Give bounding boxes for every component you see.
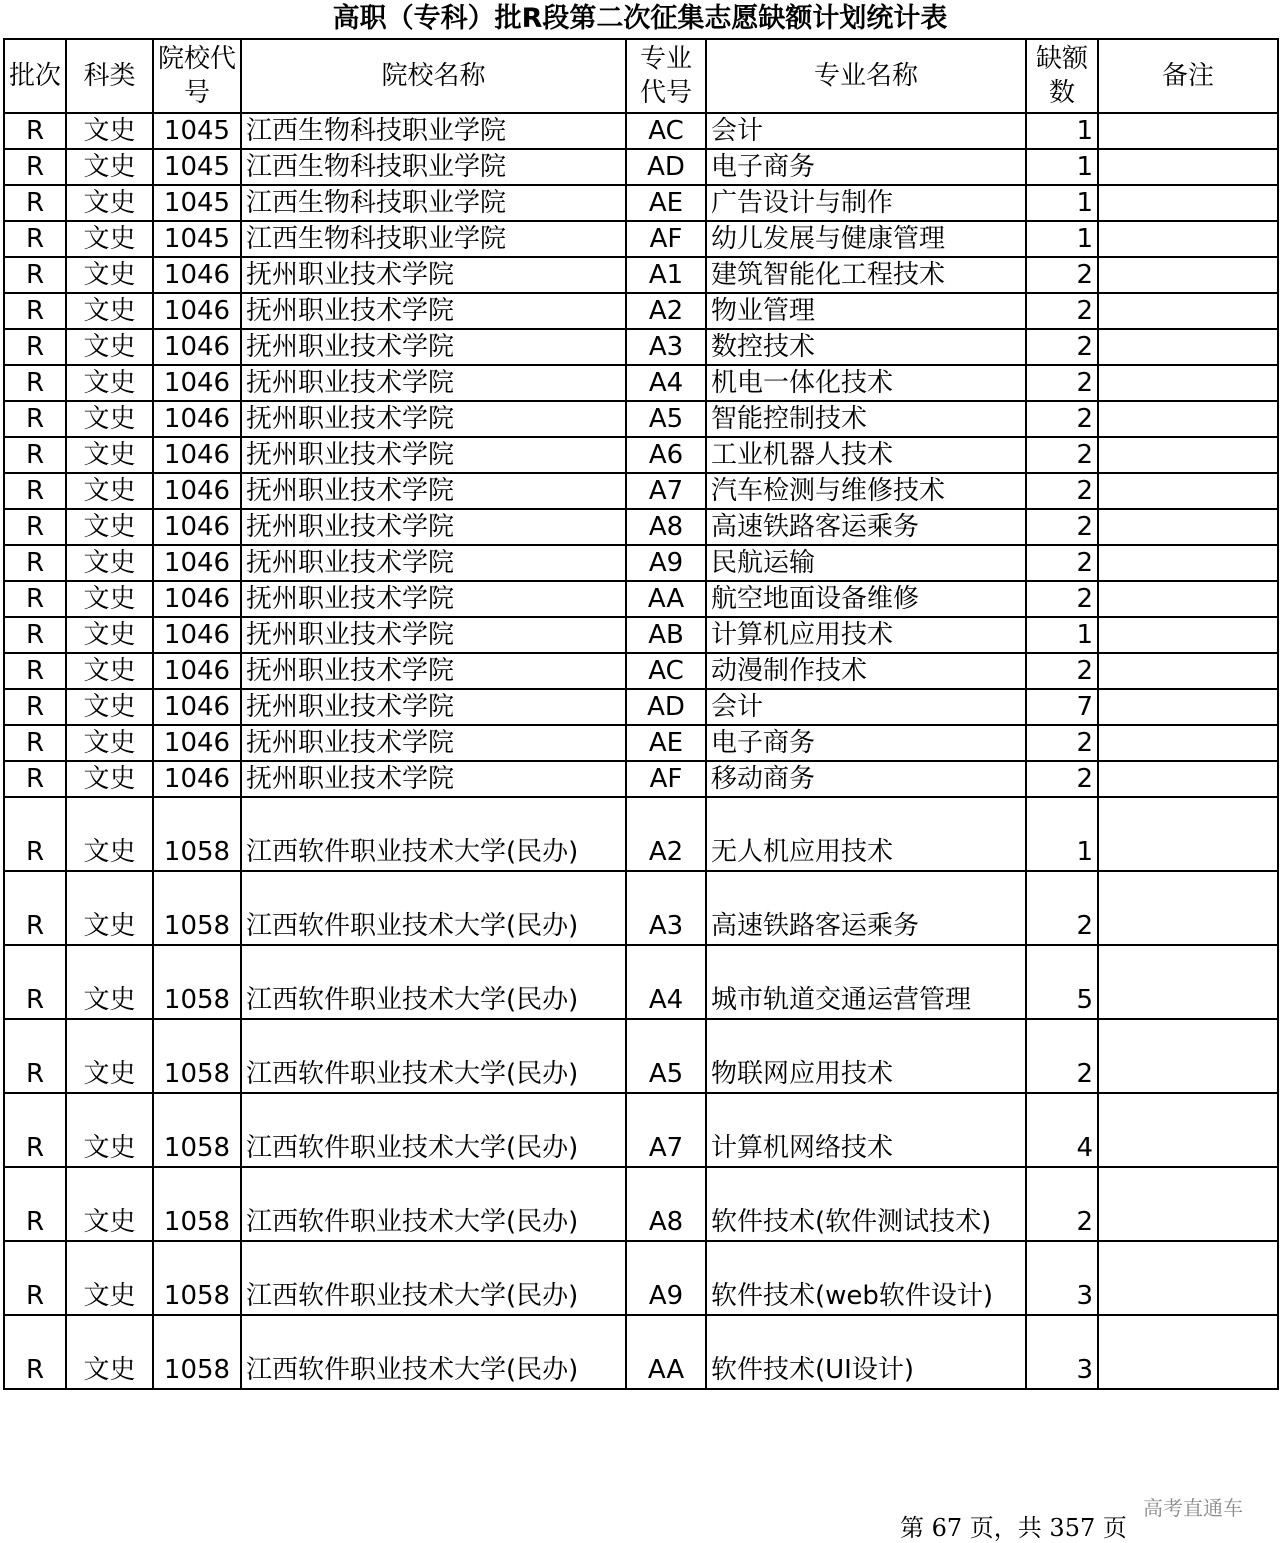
cell-school-code: 1045 [153,185,241,221]
cell-notes [1098,221,1278,257]
cell-major-code: A4 [626,365,706,401]
cell-school-name: 抚州职业技术学院 [241,365,626,401]
cell-school-name: 江西生物科技职业学院 [241,185,626,221]
cell-category: 文史 [66,437,153,473]
cell-major-code: A2 [626,797,706,871]
cell-category: 文史 [66,1019,153,1093]
cell-school-name: 抚州职业技术学院 [241,473,626,509]
cell-vacancies: 1 [1026,617,1098,653]
cell-school-code: 1045 [153,149,241,185]
cell-batch: R [4,761,66,797]
table-row [4,725,1278,761]
cell-vacancies: 2 [1026,365,1098,401]
cell-category: 文史 [66,473,153,509]
cell-major-name: 动漫制作技术 [706,653,1026,689]
cell-notes [1098,1167,1278,1241]
cell-vacancies: 2 [1026,1019,1098,1093]
cell-major-name: 幼儿发展与健康管理 [706,221,1026,257]
cell-major-name: 会计 [706,113,1026,149]
cell-major-name: 无人机应用技术 [706,797,1026,871]
cell-notes [1098,653,1278,689]
cell-vacancies: 2 [1026,437,1098,473]
cell-category: 文史 [66,617,153,653]
table-row [4,401,1278,437]
header-major-code: 专业代号 [626,39,706,113]
cell-major-code: A8 [626,1167,706,1241]
cell-vacancies: 1 [1026,185,1098,221]
cell-category: 文史 [66,113,153,149]
cell-school-code: 1046 [153,653,241,689]
cell-major-code: A5 [626,1019,706,1093]
cell-vacancies: 2 [1026,257,1098,293]
table-body [4,113,1278,1389]
cell-school-name: 江西软件职业技术大学(民办) [241,871,626,945]
cell-category: 文史 [66,1241,153,1315]
table-row [4,509,1278,545]
cell-vacancies: 2 [1026,653,1098,689]
cell-notes [1098,257,1278,293]
cell-category: 文史 [66,293,153,329]
cell-batch: R [4,293,66,329]
cell-school-name: 抚州职业技术学院 [241,545,626,581]
cell-school-code: 1046 [153,761,241,797]
cell-major-name: 智能控制技术 [706,401,1026,437]
cell-major-code: AD [626,149,706,185]
cell-school-name: 江西软件职业技术大学(民办) [241,1093,626,1167]
table-row [4,437,1278,473]
cell-school-code: 1045 [153,221,241,257]
watermark: 高考直通车 [1143,1496,1243,1520]
cell-vacancies: 2 [1026,401,1098,437]
cell-major-name: 建筑智能化工程技术 [706,257,1026,293]
table-row [4,149,1278,185]
cell-school-code: 1058 [153,1093,241,1167]
cell-batch: R [4,113,66,149]
cell-notes [1098,871,1278,945]
cell-major-code: AE [626,185,706,221]
cell-school-code: 1058 [153,1315,241,1389]
cell-category: 文史 [66,329,153,365]
cell-batch: R [4,509,66,545]
cell-batch: R [4,329,66,365]
cell-major-code: A4 [626,945,706,1019]
cell-school-code: 1058 [153,945,241,1019]
table-row [4,945,1278,1019]
cell-school-name: 抚州职业技术学院 [241,581,626,617]
cell-major-code: A7 [626,1093,706,1167]
cell-major-name: 会计 [706,689,1026,725]
cell-notes [1098,185,1278,221]
table-row [4,797,1278,871]
cell-school-name: 抚州职业技术学院 [241,293,626,329]
cell-school-code: 1058 [153,1241,241,1315]
header-notes: 备注 [1098,39,1278,113]
cell-vacancies: 1 [1026,797,1098,871]
cell-school-name: 抚州职业技术学院 [241,689,626,725]
cell-major-name: 城市轨道交通运营管理 [706,945,1026,1019]
cell-category: 文史 [66,689,153,725]
cell-category: 文史 [66,945,153,1019]
cell-school-code: 1058 [153,871,241,945]
cell-major-code: AA [626,581,706,617]
cell-school-code: 1058 [153,1019,241,1093]
cell-vacancies: 1 [1026,149,1098,185]
cell-notes [1098,689,1278,725]
cell-category: 文史 [66,797,153,871]
cell-major-name: 广告设计与制作 [706,185,1026,221]
cell-school-name: 江西生物科技职业学院 [241,221,626,257]
cell-category: 文史 [66,401,153,437]
cell-category: 文史 [66,761,153,797]
cell-school-name: 江西生物科技职业学院 [241,149,626,185]
cell-batch: R [4,797,66,871]
cell-major-name: 电子商务 [706,725,1026,761]
cell-school-code: 1046 [153,365,241,401]
cell-category: 文史 [66,185,153,221]
cell-vacancies: 3 [1026,1241,1098,1315]
cell-vacancies: 4 [1026,1093,1098,1167]
cell-batch: R [4,257,66,293]
cell-major-name: 移动商务 [706,761,1026,797]
cell-vacancies: 2 [1026,581,1098,617]
header-vacancies: 缺额数 [1026,39,1098,113]
cell-notes [1098,329,1278,365]
cell-category: 文史 [66,581,153,617]
cell-school-code: 1046 [153,329,241,365]
cell-vacancies: 2 [1026,293,1098,329]
cell-major-name: 高速铁路客运乘务 [706,871,1026,945]
cell-category: 文史 [66,365,153,401]
cell-major-code: AF [626,221,706,257]
cell-notes [1098,797,1278,871]
cell-school-code: 1046 [153,401,241,437]
cell-school-code: 1046 [153,437,241,473]
cell-notes [1098,113,1278,149]
cell-batch: R [4,401,66,437]
cell-notes [1098,437,1278,473]
cell-vacancies: 1 [1026,113,1098,149]
cell-major-code: A1 [626,257,706,293]
cell-category: 文史 [66,871,153,945]
cell-category: 文史 [66,545,153,581]
cell-major-name: 机电一体化技术 [706,365,1026,401]
page-title: 高职（专科）批R段第二次征集志愿缺额计划统计表 [332,3,948,34]
cell-school-code: 1046 [153,581,241,617]
cell-school-code: 1058 [153,1167,241,1241]
table-row [4,365,1278,401]
cell-school-code: 1045 [153,113,241,149]
cell-school-code: 1046 [153,293,241,329]
table-row [4,871,1278,945]
cell-vacancies: 2 [1026,761,1098,797]
cell-batch: R [4,581,66,617]
header-school-name: 院校名称 [241,39,626,113]
cell-vacancies: 2 [1026,329,1098,365]
cell-category: 文史 [66,1167,153,1241]
table-row [4,581,1278,617]
cell-school-name: 江西软件职业技术大学(民办) [241,945,626,1019]
cell-batch: R [4,1167,66,1241]
cell-school-code: 1046 [153,509,241,545]
cell-major-name: 软件技术(UI设计) [706,1315,1026,1389]
page-footer: 第 67 页，共 357 页 [900,1514,1127,1542]
cell-vacancies: 5 [1026,945,1098,1019]
cell-vacancies: 2 [1026,473,1098,509]
cell-vacancies: 2 [1026,509,1098,545]
cell-major-code: A5 [626,401,706,437]
cell-vacancies: 2 [1026,871,1098,945]
cell-school-name: 江西软件职业技术大学(民办) [241,1019,626,1093]
table-row [4,1093,1278,1167]
table-row [4,1315,1278,1389]
cell-major-code: AF [626,761,706,797]
cell-vacancies: 1 [1026,221,1098,257]
cell-category: 文史 [66,221,153,257]
cell-notes [1098,149,1278,185]
cell-batch: R [4,149,66,185]
cell-batch: R [4,725,66,761]
cell-batch: R [4,689,66,725]
cell-vacancies: 2 [1026,545,1098,581]
cell-notes [1098,293,1278,329]
cell-major-code: A9 [626,545,706,581]
cell-notes [1098,945,1278,1019]
cell-category: 文史 [66,149,153,185]
table-row [4,329,1278,365]
header-batch: 批次 [4,39,66,113]
table-row [4,1167,1278,1241]
table-row [4,1241,1278,1315]
cell-school-code: 1046 [153,473,241,509]
cell-school-name: 抚州职业技术学院 [241,761,626,797]
cell-major-code: AB [626,617,706,653]
cell-major-code: A8 [626,509,706,545]
cell-batch: R [4,221,66,257]
table-row [4,293,1278,329]
cell-school-name: 江西生物科技职业学院 [241,113,626,149]
cell-vacancies: 3 [1026,1315,1098,1389]
cell-school-code: 1046 [153,617,241,653]
cell-notes [1098,581,1278,617]
cell-school-name: 抚州职业技术学院 [241,509,626,545]
header-major-name: 专业名称 [706,39,1026,113]
cell-school-name: 抚州职业技术学院 [241,437,626,473]
cell-school-code: 1046 [153,725,241,761]
cell-notes [1098,761,1278,797]
cell-category: 文史 [66,257,153,293]
table-row [4,689,1278,725]
cell-major-code: A7 [626,473,706,509]
cell-notes [1098,365,1278,401]
table-header-row [4,39,1278,113]
cell-notes [1098,1093,1278,1167]
cell-batch: R [4,871,66,945]
header-school-code: 院校代号 [153,39,241,113]
cell-major-name: 汽车检测与维修技术 [706,473,1026,509]
cell-school-name: 江西软件职业技术大学(民办) [241,1167,626,1241]
table-row [4,653,1278,689]
cell-batch: R [4,1315,66,1389]
cell-major-code: A9 [626,1241,706,1315]
cell-major-name: 高速铁路客运乘务 [706,509,1026,545]
cell-notes [1098,1315,1278,1389]
vacancy-table [3,38,1279,1390]
table-row [4,617,1278,653]
table-row [4,761,1278,797]
cell-notes [1098,617,1278,653]
table-row [4,545,1278,581]
cell-school-name: 江西软件职业技术大学(民办) [241,1241,626,1315]
cell-major-name: 物业管理 [706,293,1026,329]
cell-school-name: 抚州职业技术学院 [241,617,626,653]
cell-major-code: AC [626,653,706,689]
cell-notes [1098,401,1278,437]
cell-major-name: 数控技术 [706,329,1026,365]
cell-school-code: 1058 [153,797,241,871]
cell-category: 文史 [66,1093,153,1167]
cell-school-code: 1046 [153,545,241,581]
cell-major-code: AE [626,725,706,761]
cell-notes [1098,509,1278,545]
cell-major-name: 电子商务 [706,149,1026,185]
cell-notes [1098,725,1278,761]
table-row [4,113,1278,149]
cell-school-code: 1046 [153,257,241,293]
cell-batch: R [4,653,66,689]
table-row [4,185,1278,221]
cell-major-code: A2 [626,293,706,329]
cell-batch: R [4,1093,66,1167]
cell-batch: R [4,473,66,509]
cell-school-name: 抚州职业技术学院 [241,653,626,689]
cell-category: 文史 [66,725,153,761]
cell-vacancies: 2 [1026,1167,1098,1241]
cell-school-name: 抚州职业技术学院 [241,329,626,365]
cell-school-name: 抚州职业技术学院 [241,401,626,437]
table-row [4,221,1278,257]
cell-major-code: A6 [626,437,706,473]
header-category: 科类 [66,39,153,113]
cell-notes [1098,1019,1278,1093]
cell-major-code: AA [626,1315,706,1389]
cell-school-name: 江西软件职业技术大学(民办) [241,1315,626,1389]
cell-notes [1098,473,1278,509]
cell-major-name: 民航运输 [706,545,1026,581]
cell-school-name: 抚州职业技术学院 [241,725,626,761]
cell-category: 文史 [66,1315,153,1389]
table-row [4,473,1278,509]
cell-vacancies: 2 [1026,725,1098,761]
cell-vacancies: 7 [1026,689,1098,725]
cell-category: 文史 [66,509,153,545]
cell-major-code: AC [626,113,706,149]
cell-major-name: 计算机应用技术 [706,617,1026,653]
cell-school-code: 1046 [153,689,241,725]
cell-batch: R [4,185,66,221]
cell-batch: R [4,1241,66,1315]
cell-major-code: A3 [626,871,706,945]
cell-batch: R [4,545,66,581]
cell-batch: R [4,437,66,473]
cell-batch: R [4,365,66,401]
cell-major-code: A3 [626,329,706,365]
cell-major-name: 软件技术(软件测试技术) [706,1167,1026,1241]
cell-school-name: 江西软件职业技术大学(民办) [241,797,626,871]
table-row [4,257,1278,293]
cell-major-name: 物联网应用技术 [706,1019,1026,1093]
cell-batch: R [4,1019,66,1093]
cell-notes [1098,545,1278,581]
cell-batch: R [4,617,66,653]
cell-major-name: 航空地面设备维修 [706,581,1026,617]
cell-notes [1098,1241,1278,1315]
table-row [4,1019,1278,1093]
cell-major-name: 计算机网络技术 [706,1093,1026,1167]
cell-major-code: AD [626,689,706,725]
cell-major-name: 工业机器人技术 [706,437,1026,473]
cell-school-name: 抚州职业技术学院 [241,257,626,293]
cell-batch: R [4,945,66,1019]
cell-category: 文史 [66,653,153,689]
cell-major-name: 软件技术(web软件设计) [706,1241,1026,1315]
